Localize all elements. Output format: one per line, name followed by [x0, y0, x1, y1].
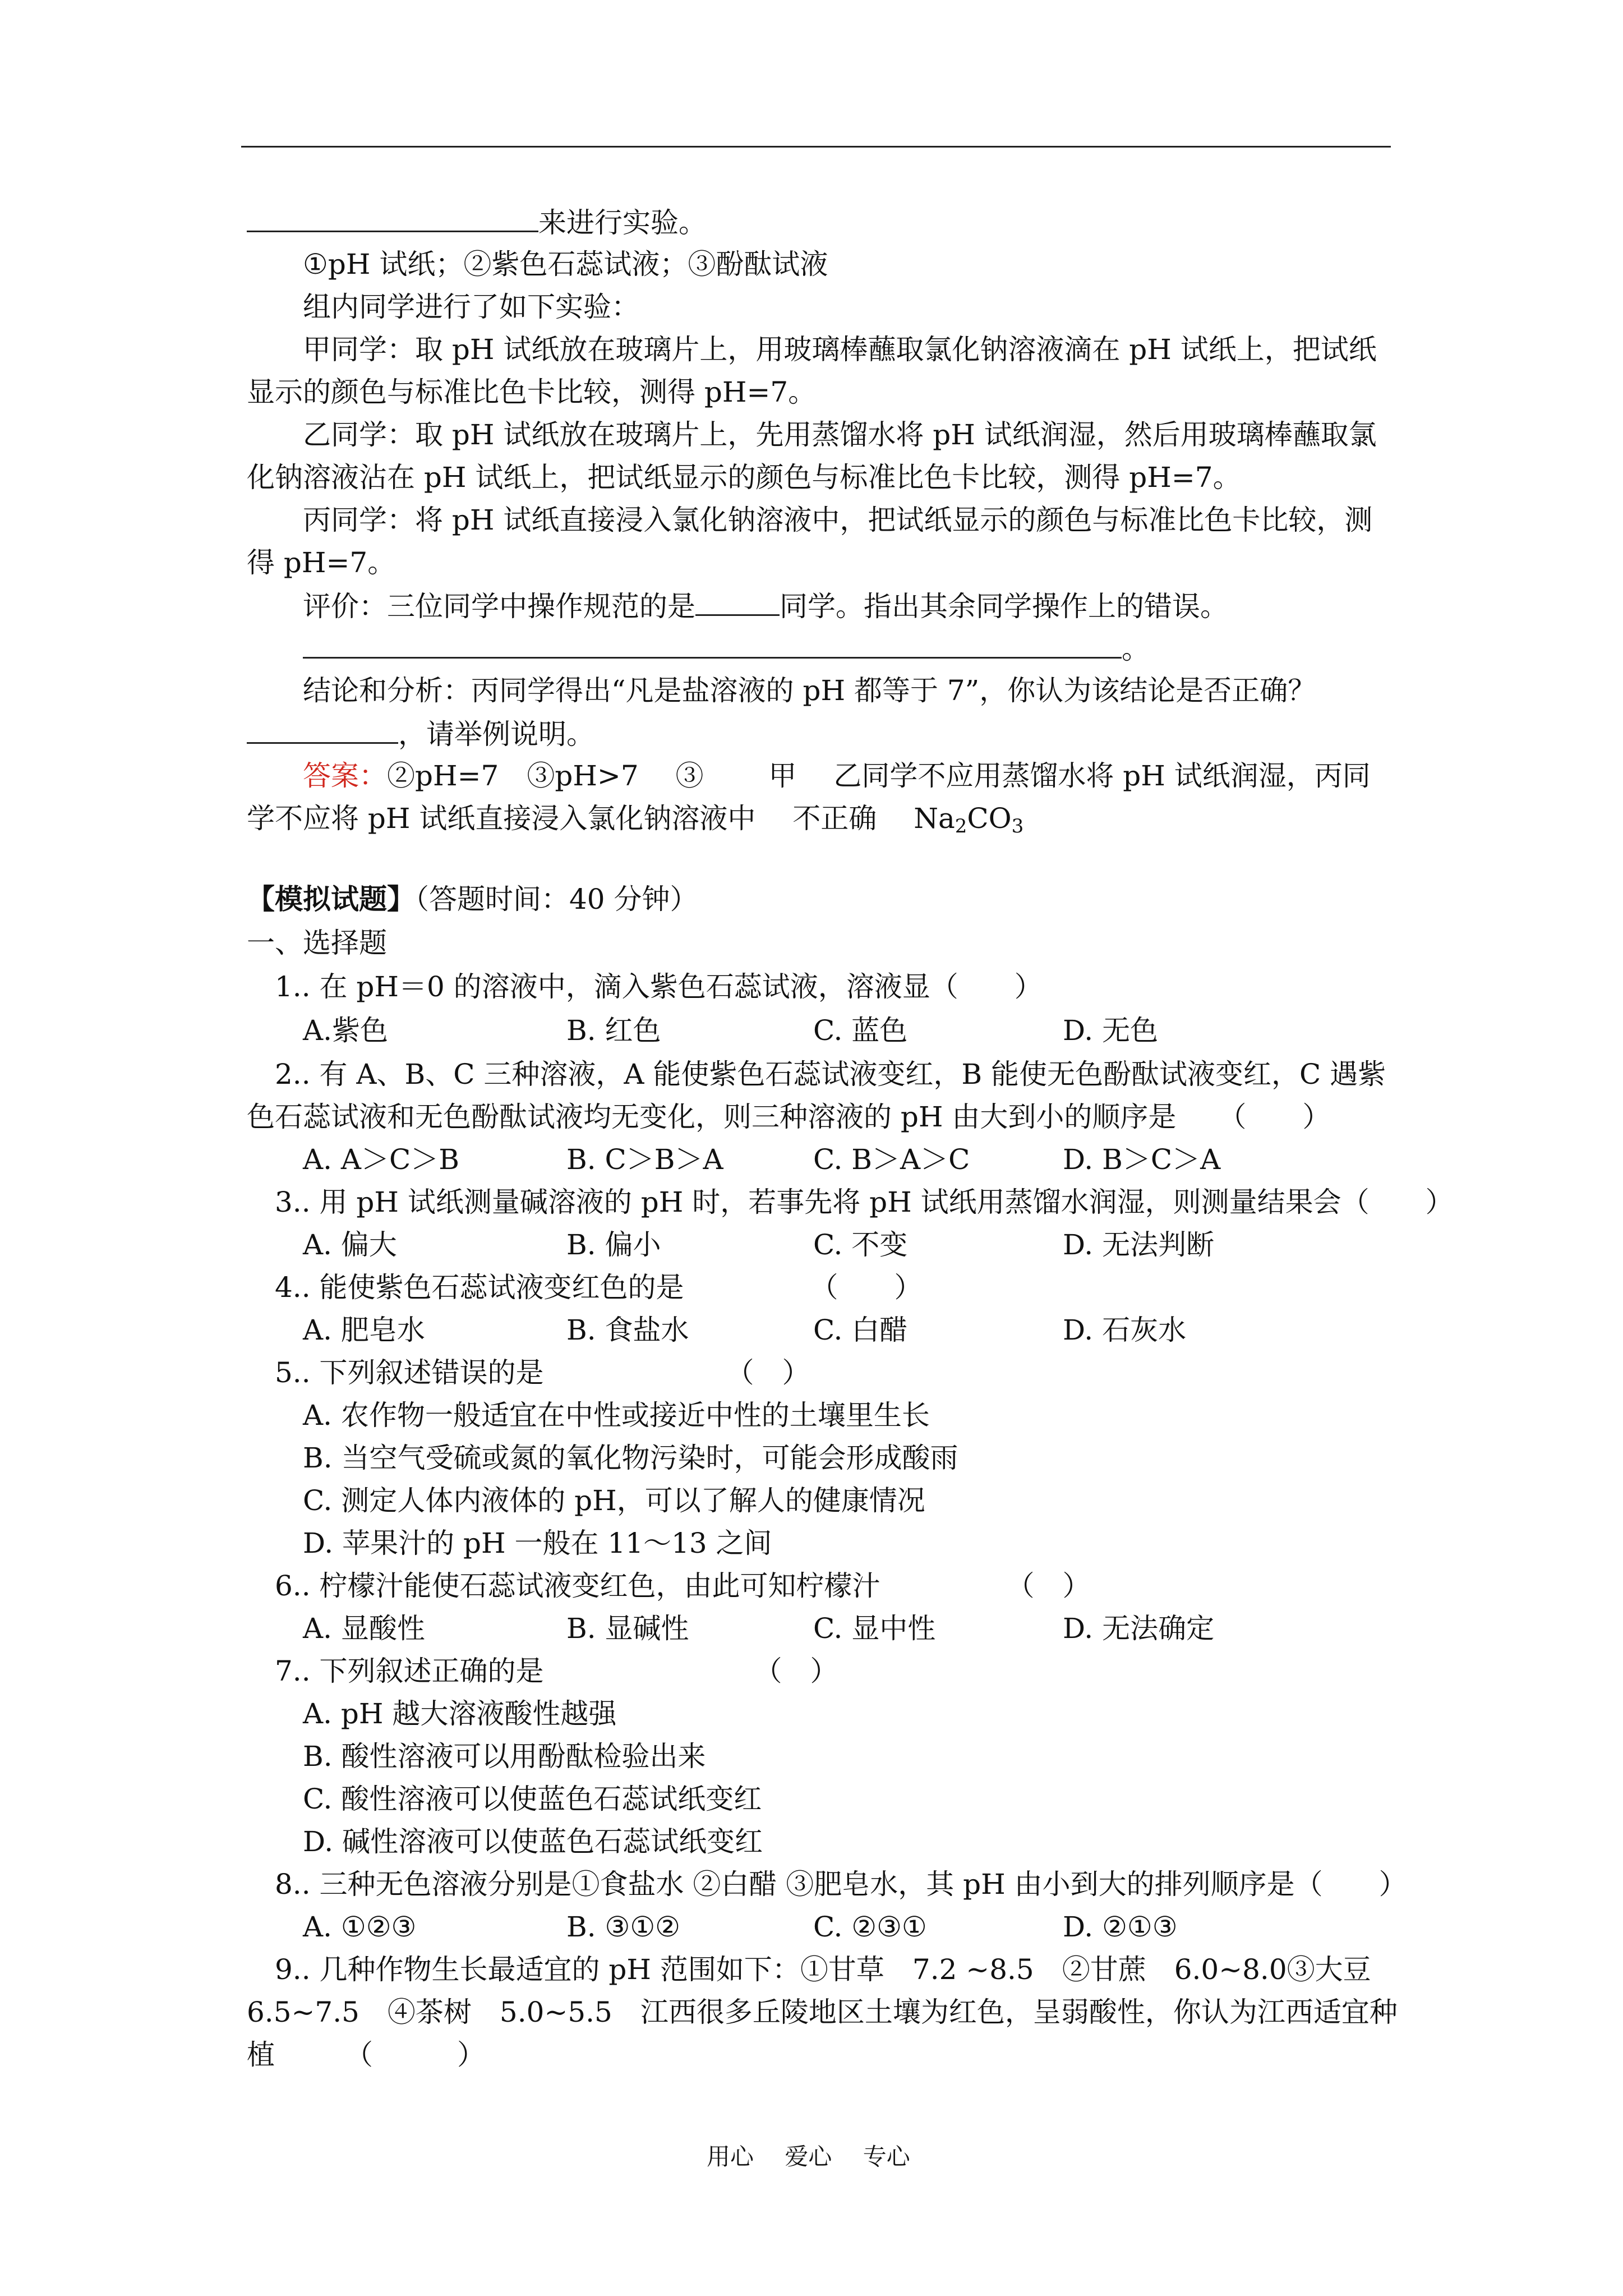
q5-option-a[interactable]: A. 农作物一般适宜在中性或接近中性的土壤里生长: [303, 1399, 930, 1432]
question-5: 5.. 下列叙述错误的是 （ ）: [275, 1356, 810, 1389]
q2-option-d[interactable]: D. B＞C＞A: [1063, 1143, 1221, 1176]
q4-option-a[interactable]: A. 肥皂水: [303, 1314, 425, 1346]
q6-option-b[interactable]: B. 显碱性: [566, 1612, 689, 1645]
q3-option-b[interactable]: B. 偏小: [566, 1228, 661, 1261]
answer-blank[interactable]: [247, 205, 538, 232]
q5-option-c[interactable]: C. 测定人体内液体的 pH，可以了解人的健康情况: [303, 1484, 925, 1517]
eval-error-line: 。: [303, 631, 1150, 666]
q2-option-a[interactable]: A. A＞C＞B: [303, 1143, 460, 1176]
eval-blank[interactable]: [695, 588, 780, 616]
q7-option-d[interactable]: D. 碱性溶液可以使蓝色石蕊试纸变红: [303, 1825, 763, 1858]
q6-option-a[interactable]: A. 显酸性: [303, 1612, 425, 1645]
q7-option-c[interactable]: C. 酸性溶液可以使蓝色石蕊试纸变红: [303, 1783, 762, 1815]
q2-option-b[interactable]: B. C＞B＞A: [566, 1143, 723, 1176]
q8-option-b[interactable]: B. ③①②: [566, 1911, 681, 1943]
q1-option-c[interactable]: C. 蓝色: [813, 1014, 908, 1047]
question-2-line-2: 色石蕊试液和无色酚酞试液均无变化，则三种溶液的 pH 由大到小的顺序是 （ ）: [247, 1101, 1331, 1133]
q1-option-a[interactable]: A.紫色: [303, 1014, 389, 1047]
answer-line-1: 答案：②pH=7 ③pH>7 ③ 甲 乙同学不应用蒸馏水将 pH 试纸润湿，丙同: [303, 760, 1371, 792]
q2-option-c[interactable]: C. B＞A＞C: [813, 1143, 970, 1176]
question-2-line-1: 2.. 有 A、B、C 三种溶液，A 能使紫色石蕊试液变红，B 能使无色酚酞试液变红，C 遇紫: [275, 1058, 1386, 1091]
page-footer: 用心 爱心 专心: [707, 2143, 910, 2170]
question-9-line-1: 9.. 几种作物生长最适宜的 pH 范围如下：①甘草 7.2 ~8.5 ②甘蔗 6.0~8.0③大豆: [275, 1953, 1371, 1986]
intro-line-1: 来进行实验。: [247, 205, 707, 240]
q7-option-a[interactable]: A. pH 越大溶液酸性越强: [303, 1697, 617, 1730]
question-7: 7.. 下列叙述正确的是 （ ）: [275, 1655, 838, 1687]
q8-option-a[interactable]: A. ①②③: [303, 1911, 417, 1943]
yi-line-1: 乙同学：取 pH 试纸放在玻璃片上，先用蒸馏水将 pH 试纸润湿，然后用玻璃棒蘸取氯: [303, 418, 1377, 451]
q5-option-d[interactable]: D. 苹果汁的 pH 一般在 11～13 之间: [303, 1527, 772, 1559]
jia-line-1: 甲同学：取 pH 试纸放在玻璃片上，用玻璃棒蘸取氯化钠溶液滴在 pH 试纸上，把试纸: [303, 333, 1377, 366]
jia-line-2: 显示的颜色与标准比色卡比较，测得 pH=7。: [247, 376, 817, 408]
q1-option-d[interactable]: D. 无色: [1063, 1014, 1159, 1047]
question-1: 1.. 在 pH＝0 的溶液中，滴入紫色石蕊试液，溶液显（ ）: [275, 970, 1043, 1003]
answer-line-2: 学不应将 pH 试纸直接浸入氯化钠溶液中 不正确 $Na_2CO_3$: [247, 802, 1024, 838]
q3-option-c[interactable]: C. 不变: [813, 1228, 908, 1261]
q4-option-d[interactable]: D. 石灰水: [1063, 1314, 1187, 1346]
q3-option-d[interactable]: D. 无法判断: [1063, 1228, 1215, 1261]
q8-option-d[interactable]: D. ②①③: [1063, 1911, 1178, 1943]
question-9-line-3: 植 （ ）: [247, 2039, 485, 2071]
q6-option-d[interactable]: D. 无法确定: [1063, 1612, 1215, 1645]
na2co3-formula: $Na_2CO_3$: [914, 802, 1024, 838]
q1-option-b[interactable]: B. 红色: [566, 1014, 661, 1047]
q7-option-b[interactable]: B. 酸性溶液可以用酚酞检验出来: [303, 1740, 706, 1773]
answer-label: 答案：: [303, 760, 387, 792]
error-blank[interactable]: [303, 631, 1122, 659]
yi-line-2: 化钠溶液沾在 pH 试纸上，把试纸显示的颜色与标准比色卡比较，测得 pH=7。: [247, 461, 1241, 494]
q8-option-c[interactable]: C. ②③①: [813, 1911, 927, 1943]
eval-line: 评价：三位同学中操作规范的是 同学。指出其余同学操作上的错误。: [303, 588, 1228, 623]
bing-line-2: 得 pH=7。: [247, 546, 396, 579]
q6-option-c[interactable]: C. 显中性: [813, 1612, 936, 1645]
question-9-line-2: 6.5~7.5 ④茶树 5.0~5.5 江西很多丘陵地区土壤为红色，呈弱酸性，你认为江西适宜种: [247, 1996, 1398, 2028]
intro-line-3: 组内同学进行了如下实验：: [303, 291, 639, 323]
question-6: 6.. 柠檬汁能使石蕊试液变红色，由此可知柠檬汁 （ ）: [275, 1570, 1091, 1602]
mock-title: 【模拟试题】: [247, 882, 415, 915]
q5-option-b[interactable]: B. 当空气受硫或氮的氧化物污染时，可能会形成酸雨: [303, 1442, 958, 1474]
question-3: 3.. 用 pH 试纸测量碱溶液的 pH 时，若事先将 pH 试纸用蒸馏水润湿，则测量结果会（ ）: [275, 1186, 1454, 1218]
q4-option-c[interactable]: C. 白醋: [813, 1314, 908, 1346]
q3-option-a[interactable]: A. 偏大: [303, 1228, 397, 1261]
section-title: 一、选择题: [247, 927, 387, 959]
conclusion-blank[interactable]: [247, 716, 398, 744]
intro-line-2: ①pH 试纸；②紫色石蕊试液；③酚酞试液: [303, 248, 828, 280]
mock-title-line: [247, 882, 698, 916]
bing-line-1: 丙同学：将 pH 试纸直接浸入氯化钠溶液中，把试纸显示的颜色与标准比色卡比较，测: [303, 504, 1373, 536]
mock-time: （答题时间：40 分钟）: [415, 883, 698, 915]
question-8: 8.. 三种无色溶液分别是①食盐水 ②白醋 ③肥皂水，其 pH 由小到大的排列顺序是（ ）: [275, 1868, 1407, 1901]
q4-option-b[interactable]: B. 食盐水: [566, 1314, 689, 1346]
conclusion-line-2: ，请举例说明。: [247, 716, 594, 751]
question-4: 4.. 能使紫色石蕊试液变红色的是 （ ）: [275, 1271, 923, 1304]
conclusion-line-1: 结论和分析：丙同学得出“凡是盐溶液的 pH 都等于 7”，你认为该结论是否正确？: [303, 674, 1316, 707]
header-rule: [241, 146, 1391, 148]
